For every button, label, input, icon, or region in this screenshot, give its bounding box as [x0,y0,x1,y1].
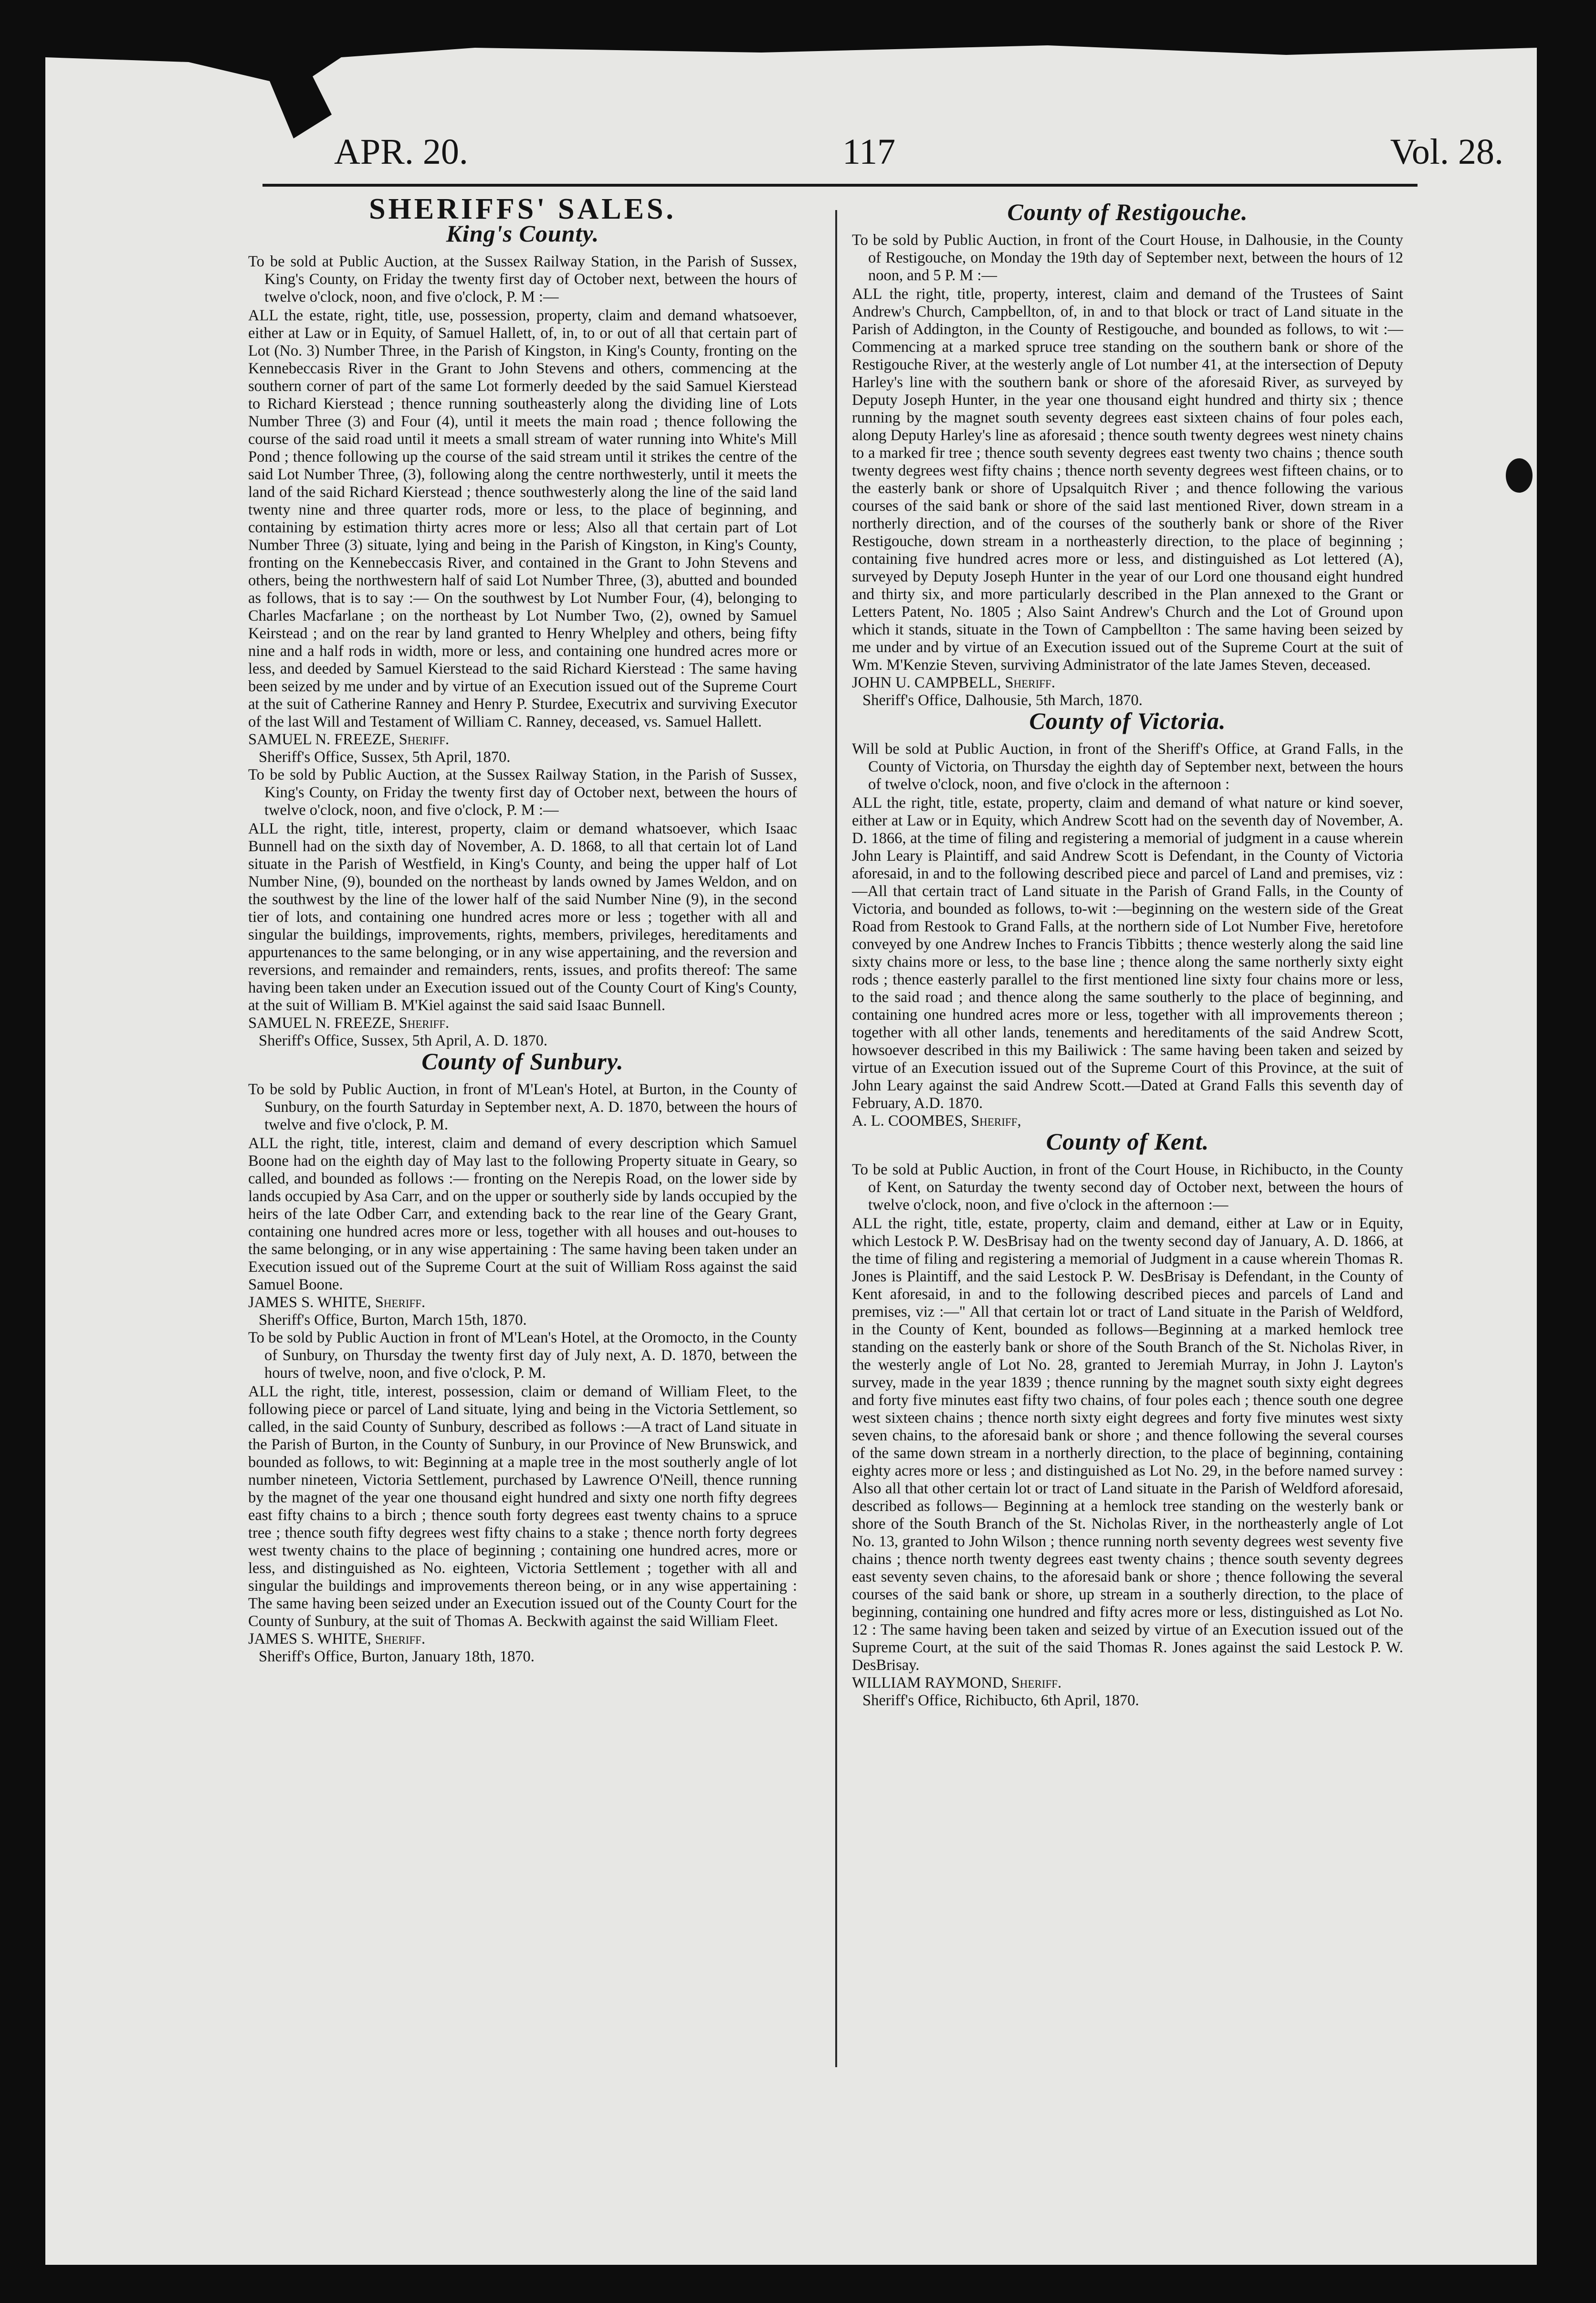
sheriff-signature: WILLIAM RAYMOND, Sheriff. [852,1674,1062,1691]
sheriff-office-date: Sheriff's Office, Richibucto, 6th April, 1870. [862,1692,1139,1709]
header-rule [262,184,1418,187]
notice-hallett [248,253,797,766]
newspaper-page [45,19,1537,2265]
notice-intro: To be sold by Public Auction in front of M'Lean's Hotel, at the Oromocto, in the County of Sunbury, on Thursday the twenty first day of July next, A. D. 1870, between the hours of twelve, noon, and five o'clock, P. M. [248,1329,797,1382]
volume-number: Vol. 28. [1390,132,1503,172]
sheriff-office-date: Sheriff's Office, Burton, March 15th, 1870. [259,1311,527,1329]
sheriff-signature: JAMES S. WHITE, Sheriff. [248,1630,426,1648]
notice-body: ALL the estate, right, title, use, possession, property, claim and demand whatsoever, either at Law or in Equity, of Samuel Hallett, of, in, to or out of all that certain part of Lot (No. 3) Number Three, in the Parish of Kingston, in King's County, fronting on the Kennebeccasis River in the Grant to John Stevens and others, commencing at the southern corner of part of the same Lot formerly deeded by the said Samuel Kierstead to Richard Kierstead ; thence running southeasterly along the dividing line of Lots Number Three (3) and Four (4), until it meets the main road ; thence following the course of the said road until it meets a small stream of water running into White's Mill Pond ; thence following up the course of the said stream until it strikes the centre of the said Lot Number Three, (3), following along the centre northwesterly, until it meets the land of the said Richard Kierstead ; thence southwesterly along the line of the said land twenty nine and three quarter rods, more or less, to the place of beginning, and containing by estimation thirty acres more or less; Also all that certain part of Lot Number Three (3) situate, lying and being in the Parish of Kingston, in King's County, fronting on the Kennebeccasis River, and contained in the Grant to John Stevens and others, being the northwestern half of said Lot Number Three, (3), abutted and bounded as follows, that is to say :— On the southwest by Lot Number Four, (4), belonging to Charles Macfarlane ; on the northeast by Lot Number Two, (2), owned by Samuel Keirstead ; and on the rear by land granted to Henry Whelpley and others, being fifty nine and a half rods in width, more or less, and containing one hundred acres more or less, and deeded by Samuel Kierstead to the said Richard Kierstead : The same having been seized by me under and by virtue of an Execution issued out of the Supreme Court at the suit of Catherine Ranney and Henry P. Sturdee, Executrix and surviving Executor of the last Will and Testament of William C. Ranney, deceased, vs. Samuel Hallett. [248,307,797,730]
sheriff-office-date: Sheriff's Office, Dalhousie, 5th March, 1870. [862,692,1143,709]
notice-fleet [248,1329,797,1666]
sheriff-signature: JAMES S. WHITE, Sheriff. [248,1294,426,1311]
notice-bunnell [248,766,797,1050]
section-heading-sunbury: County of Sunbury. [421,1048,624,1075]
sheriff-office-date: Sheriff's Office, Sussex, 5th April, 1870. [259,749,511,766]
torn-page-edge [45,19,1537,143]
notice-intro: To be sold by Public Auction, at the Sussex Railway Station, in the Parish of Sussex, King's County, on Friday the twenty first day of October next, between the hours of twelve o'clock, noon, and five o'clock, P. M :— [248,766,797,819]
left-column [248,193,797,1666]
column-rule [835,210,837,2067]
sheriff-signature: JOHN U. CAMPBELL, Sheriff. [852,674,1055,691]
page-header [301,131,1503,184]
notice-intro: Will be sold at Public Auction, in front of the Sheriff's Office, at Grand Falls, in the County of Victoria, on Thursday the eighth day of September next, between the hours of twelve o'clock, noon, and five o'clock in the afternoon : [852,740,1403,793]
section-heading-restigouche: County of Restigouche. [1007,199,1248,225]
notice-body: ALL the right, title, property, interest, claim and demand of the Trustees of Saint Andrew's Church, Campbellton, of, in and to that block or tract of Land situate in the Parish of Addington, in the County of Restigouche, and bounded as follows, to wit :—Commencing at a marked spruce tree standing on the southern bank or shore of the Restigouche River, at the westerly angle of Lot number 41, at the intersection of Deputy Harley's line with the southern bank or shore of the aforesaid River, as surveyed by Deputy Joseph Hunter, in the year one thousand eight hundred and thirty six ; thence running by the magnet south seventy degrees east sixteen chains of four poles each, along Deputy Harley's line as aforesaid ; thence south twenty degrees west ninety chains to a marked fir tree ; thence south seventy degrees east twenty two chains ; thence south twenty degrees west fifty chains ; thence north seventy degrees west fifteen chains, or to the easterly bank or shore of Upsalquitch River ; and thence following the various courses of the said bank or shore of the said last mentioned River, down stream in a northerly direction, and of the courses of the southerly bank or shore of the River Restigouche, down stream in a northeasterly direction, to the place of beginning ; containing five hundred acres more or less, and distinguished as Lot lettered (A), surveyed by Deputy Joseph Hunter in the year of our Lord one thousand eight hundred and thirty six, and more particularly described in the Plan annexed to the Grant or Letters Patent, No. 1805 ; Also Saint Andrew's Church and the Lot of Ground upon which it stands, situate in the Town of Campbellton : The same having been seized by me under and by virtue of an Execution issued out of the Supreme Court at the suit of Wm. M'Kenzie Steven, surviving Administrator of the late James Steven, deceased. [852,285,1403,674]
sheriff-office-date: Sheriff's Office, Sussex, 5th April, A. D. 1870. [259,1032,547,1049]
notice-desbrisay [852,1161,1403,1710]
notice-body: ALL the right, title, interest, property, claim or demand whatsoever, which Isaac Bunnell had on the sixth day of November, A. D. 1868, to all that certain lot of Land situate in the Parish of Westfield, in King's County, and being the upper half of Lot Number Nine, (9), bounded on the northeast by lands owned by James Weldon, and on the southwest by the line of the lower half of the said Number Nine (9), in the second tier of lots, and containing one hundred acres more or less ; together with all and singular the buildings, improvements, rights, members, privileges, hereditaments and appurtenances to the same belonging, or in any wise appertaining, and the reversion and reversions, and remainder and remainders, rents, issues, and profits thereof: The same having been taken under an Execution issued out of the County Court of King's County, at the suit of William B. M'Kiel against the said said Isaac Bunnell. [248,820,797,1014]
page-number: 117 [842,132,896,172]
notice-intro: To be sold by Public Auction, in front of M'Lean's Hotel, at Burton, in the County of Sunbury, on the fourth Saturday in September next, A. D. 1870, between the hours of twelve and five o'clock, P. M. [248,1081,797,1133]
notice-intro: To be sold at Public Auction, in front of the Court House, in Richibucto, in the County of Kent, on Saturday the twenty second day of October next, between the hours of twelve o'clock, noon, and five o'clock in the afternoon :— [852,1161,1403,1214]
section-heading-victoria: County of Victoria. [1029,708,1226,734]
sheriff-signature: A. L. COOMBES, Sheriff, [852,1112,1021,1130]
sheriff-signature: SAMUEL N. FREEZE, Sheriff. [248,731,450,748]
notice-scott [852,740,1403,1130]
right-column [852,201,1403,1710]
notice-body: ALL the right, title, estate, property, claim and demand, either at Law or in Equity, which Lestock P. W. DesBrisay had on the twenty second day of January, A. D. 1866, at the time of filing and registering a memorial of Judgment in a cause wherein Thomas R. Jones is Plaintiff, and the said Lestock P. W. DesBrisay is Defendant, in the County of Kent aforesaid, in and to the following described pieces and parcels of Land and premises, viz :—" All that certain lot or tract of Land situate in the Parish of Weldford, in the County of Kent, bounded as follows—Beginning at a marked hemlock tree standing on the easterly bank or shore of the South Branch of the St. Nicholas River, in the westerly angle of Lot No. 28, granted to Jeremiah Murray, in John J. Layton's survey, made in the year 1839 ; thence running by the magnet south sixty eight degrees and forty five minutes east fifty two chains, of four poles each ; thence south one degree west sixteen chains ; thence north sixty eight degrees and forty five minutes west sixty seven chains, to the aforesaid bank or shore ; and thence following the several courses of the same down stream in a northerly direction, to the place of beginning, containing eighty acres more or less ; and distinguished as Lot No. 29, in the before named survey : Also all that other certain lot or tract of Land situate in the Parish of Weldford aforesaid, described as follows— Beginning at a hemlock tree standing on the westerly bank or shore of the South Branch of the St. Nicholas River, in the northeasterly angle of Lot No. 13, granted to John Wilson ; thence running north seventy degrees west seventy five chains ; thence north twenty degrees east twenty chains ; thence south seventy degrees east seventy seven chains, to the aforesaid bank or shore ; thence following the several courses of the said bank or shore, up stream in a southerly direction, to the place of beginning, containing one hundred and fifty acres more or less, distinguished as Lot No. 12 : The same having been taken and seized by virtue of an Execution issued out of the Supreme Court, at the suit of the said Thomas R. Jones against the said Lestock P. W. DesBrisay. [852,1215,1403,1674]
notice-intro: To be sold at Public Auction, at the Sussex Railway Station, in the Parish of Sussex, King's County, on Friday the twenty first day of October next, between the hours of twelve o'clock, noon, and five o'clock, P. M :— [248,253,797,306]
sheriff-office-date: Sheriff's Office, Burton, January 18th, 1870. [259,1648,535,1665]
notice-saint-andrews [852,232,1403,709]
issue-date: APR. 20. [334,132,468,172]
notice-body: ALL the right, title, estate, property, claim and demand of what nature or kind soever, either at Law or in Equity, which Andrew Scott had on the seventh day of November, A. D. 1866, at the time of filing and registering a memorial of judgment in a cause wherein John Leary is Plaintiff, and said Andrew Scott is Defendant, in the County of Victoria aforesaid, in and to the following described piece and parcel of Land and premises, viz :—All that certain tract of Land situate in the Parish of Grand Falls, in the County of Victoria, and bounded as follows, to-wit :—beginning on the western side of the Great Road from Restook to Grand Falls, at the northern side of Lot Number Five, heretofore conveyed by one Andrew Inches to Francis Tibbitts ; thence westerly along the said line sixty chains more or less, to the base line ; thence along the same northerly sixty eight rods ; thence easterly parallel to the first mentioned line sixty four chains more or less, to the said road ; and thence along the same southerly to the place of beginning, and containing one hundred acres more or less, together with all improvements thereon ; together with all other lands, tenements and hereditaments of the said Andrew Scott, howsoever described in this my Bailiwick : The same having been taken and seized by virtue of an Execution issued out of the Supreme Court of this Province, at the suit of John Leary against the said Andrew Scott.—Dated at Grand Falls this seventh day of February, A.D. 1870. [852,794,1403,1112]
binding-hole-mark [1506,458,1533,493]
masthead: SHERIFFS' SALES. [369,193,676,225]
notice-body: ALL the right, title, interest, possession, claim or demand of William Fleet, to the following piece or parcel of Land situate, lying and being in the Victoria Settlement, so called, in the said County of Sunbury, described as follows :—A tract of Land situate in the Parish of Burton, in the County of Sunbury, in our Province of New Brunswick, and bounded as follows, to wit: Beginning at a maple tree in the most southerly angle of lot number nineteen, Victoria Settlement, purchased by Lawrence O'Neill, thence running by the magnet of the year one thousand eight hundred and sixty one north fifty degrees east fifty chains to a birch ; thence south forty degrees east twenty chains to a spruce tree ; thence south fifty degrees west fifty chains to a stake ; thence north forty degrees west twenty chains to the place of beginning ; containing one hundred acres, more or less, and distinguished as No. eighteen, Victoria Settlement ; together with all and singular the buildings and improvements thereon being, or in any wise appertaining : The same having been seized under an Execution issued out of the County Court for the County of Sunbury, at the suit of Thomas A. Beckwith against the said William Fleet. [248,1383,797,1630]
notice-intro: To be sold by Public Auction, in front of the Court House, in Dalhousie, in the County of Restigouche, on Monday the 19th day of September next, between the hours of 12 noon, and 5 P. M :— [852,232,1403,284]
notice-boone [248,1081,797,1329]
sheriff-signature: SAMUEL N. FREEZE, Sheriff. [248,1014,450,1032]
notice-body: ALL the right, title, interest, claim and demand of every description which Samuel Boone had on the eighth day of May last to the following Property situate in Geary, so called, and bounded as follows :— fronting on the Nerepis Road, on the lower side by lands occupied by Asa Carr, and on the upper or southerly side by lands occupied by the heirs of the late Odber Carr, and extending back to the rear line of the Geary Grant, containing one hundred acres more or less, together with all houses and out-houses to the same belonging, or in any wise appertaining : The same having been taken under an Execution issued out of the Supreme Court at the suit of William Ross against the said Samuel Boone. [248,1135,797,1293]
section-heading-kent: County of Kent. [1046,1128,1209,1155]
section-heading-kings-county: King's County. [446,220,599,247]
